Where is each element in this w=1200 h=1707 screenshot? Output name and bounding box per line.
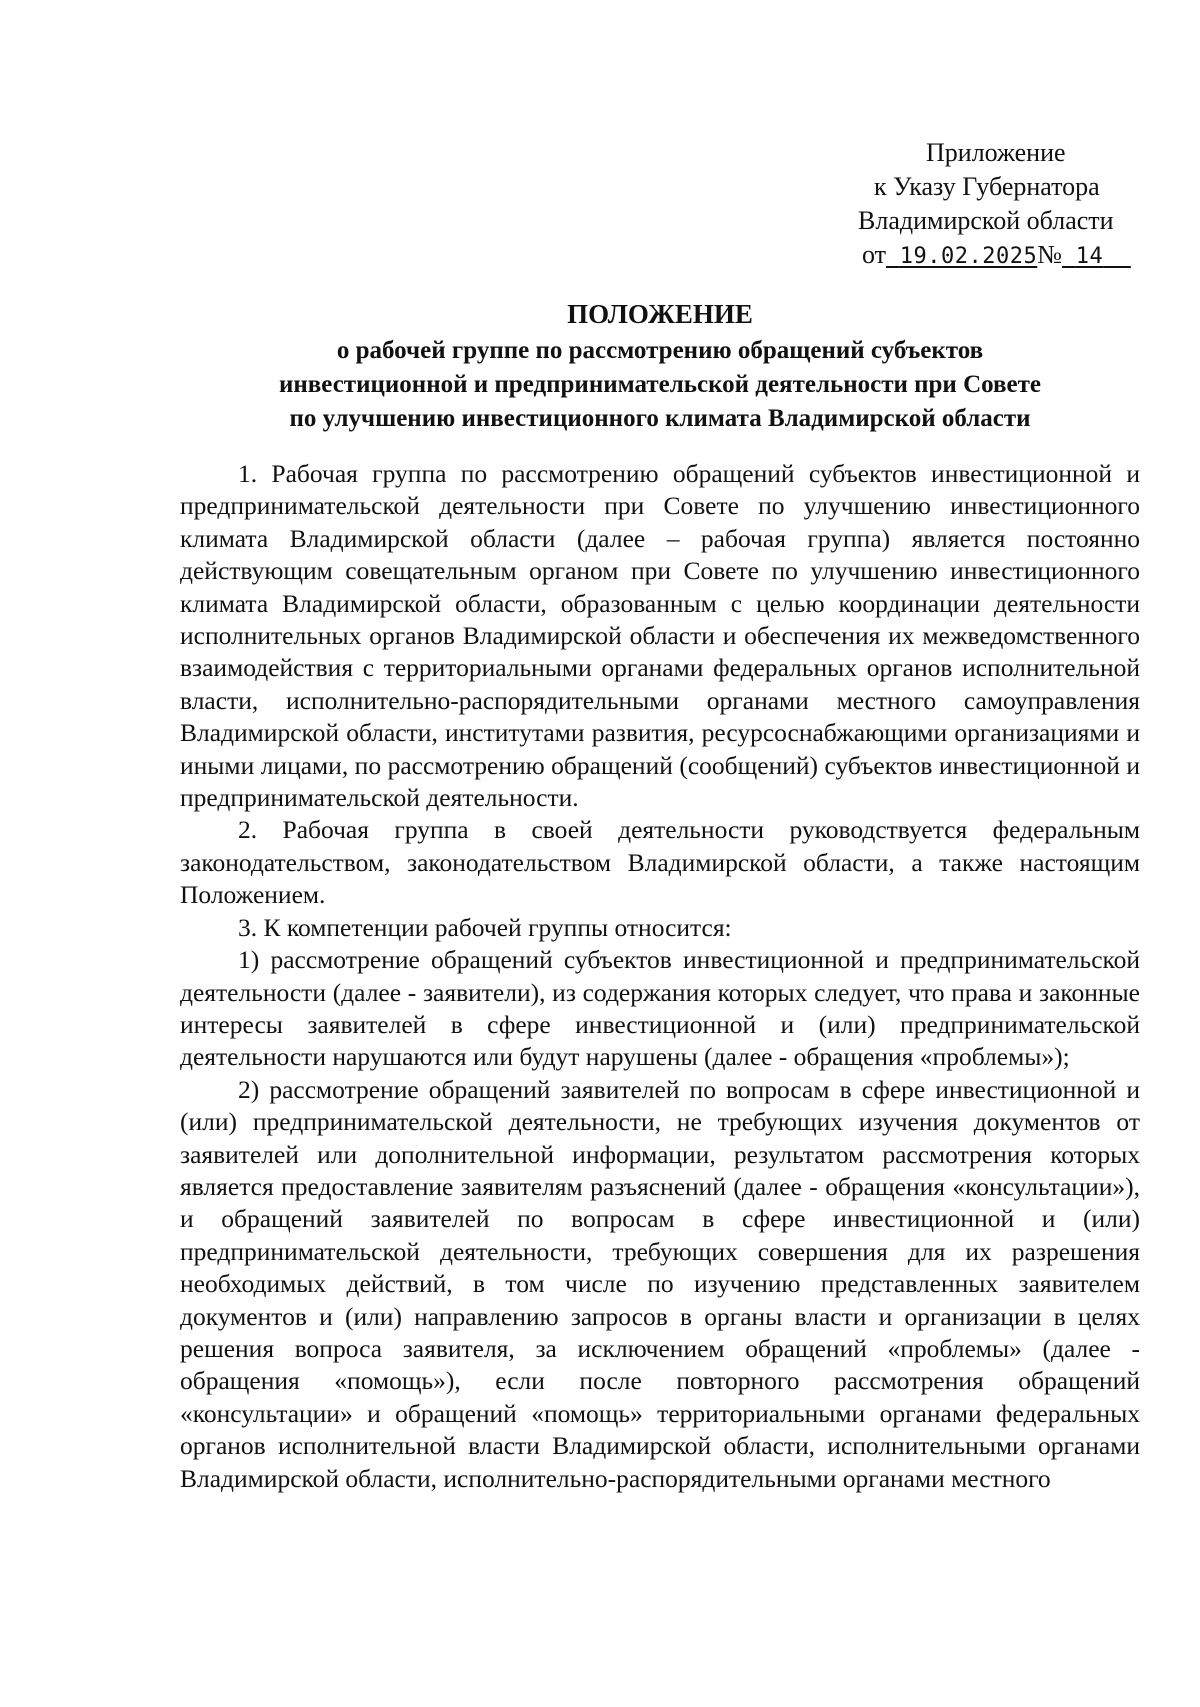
document-title	[180, 296, 1140, 436]
appendix-block	[858, 136, 1158, 272]
paragraph-2: 2. Рабочая группа в своей деятельности руководствуется федеральным законодательством, законодательством Владимирской области, а также настоящим Положением.	[180, 815, 1140, 910]
appendix-line-1: Приложение	[926, 138, 1066, 167]
date-prefix: от	[862, 240, 887, 269]
title-sub-line-1: о рабочей группе по рассмотрению обращений субъектов	[336, 337, 984, 364]
title-sub-line-2: инвестиционной и предпринимательской деятельности при Совете	[278, 371, 1041, 398]
title-main: ПОЛОЖЕНИЕ	[567, 299, 753, 329]
number-value: 14	[1075, 244, 1104, 269]
title-sub-line-3: по улучшению инвестиционного климата Владимирской области	[289, 405, 1031, 432]
paragraph-1: 1. Рабочая группа по рассмотрению обращений субъектов инвестиционной и предпринимательской деятельности при Совете по улучшению инвестиционного климата Владимирской области (далее – рабочая группа) является постоянно действующим совещательным органом при Совете по улучшению инвестиционного климата Владимирской области, образованным с целью координации деятельности исполнительных органов Владимирской области и обеспечения их межведомственного взаимодействия с территориальными органами федеральных органов исполнительной власти, исполнительно-распорядительными органами местного самоуправления Владимирской области, институтами развития, ресурсоснабжающими организациями и иными лицами, по рассмотрению обращений (сообщений) субъектов инвестиционной и предпринимательской деятельности.	[180, 459, 1140, 813]
list-item-2: 2) рассмотрение обращений заявителей по вопросам в сфере инвестиционной и (или) предпринимательской деятельности, не требующих изучения документов от заявителей или дополнительной информации, результатом рассмотрения которых является предоставление заявителям разъяснений (далее - обращения «консультации»), и обращений заявителей по вопросам в сфере инвестиционной и (или) предпринимательской деятельности, требующих совершения для их разрешения необходимых действий, в том числе по изучению представленных заявителем документов и (или) направлению запросов в органы власти и организации в целях решения вопроса заявителя, за исключением обращений «проблемы» (далее - обращения «помощь»), если после повторного рассмотрения обращений «консультации» и обращений «помощь» территориальными органами федеральных органов исполнительной власти Владимирской области, исполнительными органами Владимирской области, исполнительно-распорядительными органами местного	[180, 1074, 1140, 1493]
document-body	[180, 458, 1140, 1495]
list-item-1: 1) рассмотрение обращений субъектов инвестиционной и предпринимательской деятельности (далее - заявители), из содержания которых следует, что права и законные интересы заявителей в сфере инвестиционной и (или) предпринимательской деятельности нарушаются или будут нарушены (далее - обращения «проблемы»);	[180, 945, 1140, 1072]
number-sign: №	[1037, 240, 1063, 269]
paragraph-3: 3. К компетенции рабочей группы относится:	[238, 912, 732, 942]
appendix-line-3: Владимирской области	[858, 206, 1114, 235]
appendix-line-2: к Указу Губернатора	[874, 172, 1100, 201]
appendix-date-line	[858, 238, 1158, 272]
date-value: 19.02.2025	[899, 244, 1038, 269]
